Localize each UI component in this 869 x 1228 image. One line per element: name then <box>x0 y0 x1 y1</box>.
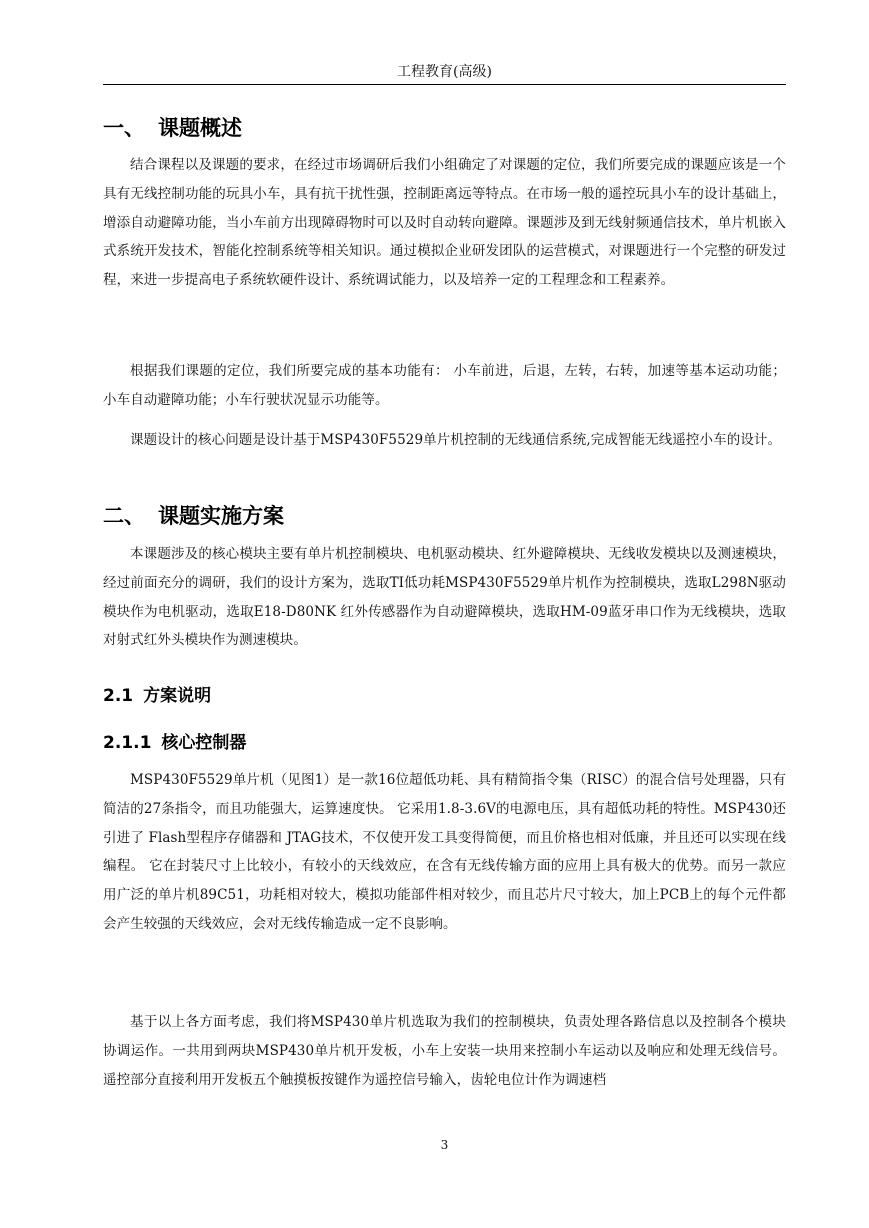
subsubsection-number: 2.1.1 <box>103 733 152 753</box>
section-title: 课题实施方案 <box>158 504 284 528</box>
header-rule <box>103 84 786 85</box>
section-heading-overview <box>103 114 242 142</box>
page-number: 3 <box>440 1138 449 1152</box>
paragraph-overview-2: 根据我们课题的定位，我们所要完成的基本功能有： 小车前进，后退，左转，右转，加速等基本运动功能；小车自动避障功能；小车行驶状况显示功能等。 <box>103 363 786 408</box>
subsubsection-title: 核心控制器 <box>161 733 247 753</box>
paragraph-controller-2: 基于以上各方面考虑，我们将MSP430单片机选取为我们的控制模块，负责处理各路信息以及控制各个模块协调运作。一共用到两块MSP430单片机开发板，小车上安装一块用来控制小车运动以及响应和处理无线信号。遥控部分直接利用开发板五个触摸板按键作为遥控信号输入，齿轮电位计作为调速档 <box>103 1014 786 1088</box>
subsubsection-heading-controller <box>103 731 246 755</box>
paragraph-implementation: 本课题涉及的核心模块主要有单片机控制模块、电机驱动模块、红外避障模块、无线收发模块以及测速模块，经过前面充分的调研，我们的设计方案为，选取TI低功耗MSP430F5529单片机作为控制模块，选取L298N驱动模块作为电机驱动，选取E18-D80NK 红外传感器作为自动避障模块，选取HM-09蓝牙串口作为无线模块，选取对射式红外头模块作为测速模块。 <box>103 546 786 649</box>
paragraph-overview-3: 课题设计的核心问题是设计基于MSP430F5529单片机控制的无线通信系统,完成智能无线遥控小车的设计。 <box>130 432 782 448</box>
section-title: 课题概述 <box>158 116 242 140</box>
running-header: 工程教育(高级) <box>397 64 492 80</box>
section-number: 一、 <box>103 116 145 140</box>
section-number: 二、 <box>103 504 145 528</box>
subsection-number: 2.1 <box>103 686 134 706</box>
subsection-title: 方案说明 <box>143 686 212 706</box>
section-heading-implementation <box>103 502 284 530</box>
subsection-heading-scheme <box>103 684 211 708</box>
paragraph-overview-1: 结合课程以及课题的要求，在经过市场调研后我们小组确定了对课题的定位，我们所要完成的课题应该是一个具有无线控制功能的玩具小车，具有抗干扰性强，控制距离远等特点。在市场一般的遥控玩具小车的设计基础上，增添自动避障功能，当小车前方出现障碍物时可以及时自动转向避障。课题涉及到无线射频通信技术，单片机嵌入式系统开发技术，智能化控制系统等相关知识。通过模拟企业研发团队的运营模式，对课题进行一个完整的研发过程，来进一步提高电子系统软硬件设计、系统调试能力，以及培养一定的工程理念和工程素养。 <box>103 157 786 289</box>
paragraph-controller-1: MSP430F5529单片机（见图1）是一款16位超低功耗、具有精简指令集（RISC）的混合信号处理器，只有简洁的27条指令，而且功能强大，运算速度快。 它采用1.8-3.6V的电源电压，具有超低功耗的特性。MSP430还引进了 Flash型程序存储器和 JTAG技术，不仅使开发工具变得简便，而且价格也相对低廉，并且还可以实现在线编程。 它在封装尺寸上比较小，有较小的天线效应，在含有无线传输方面的应用上具有极大的优势。而另一款应用广泛的单片机89C51，功耗相对较大，模拟功能部件相对较少，而且芯片尺寸较大，加上PCB上的每个元件都会产生较强的天线效应，会对无线传输造成一定不良影响。 <box>103 772 786 932</box>
